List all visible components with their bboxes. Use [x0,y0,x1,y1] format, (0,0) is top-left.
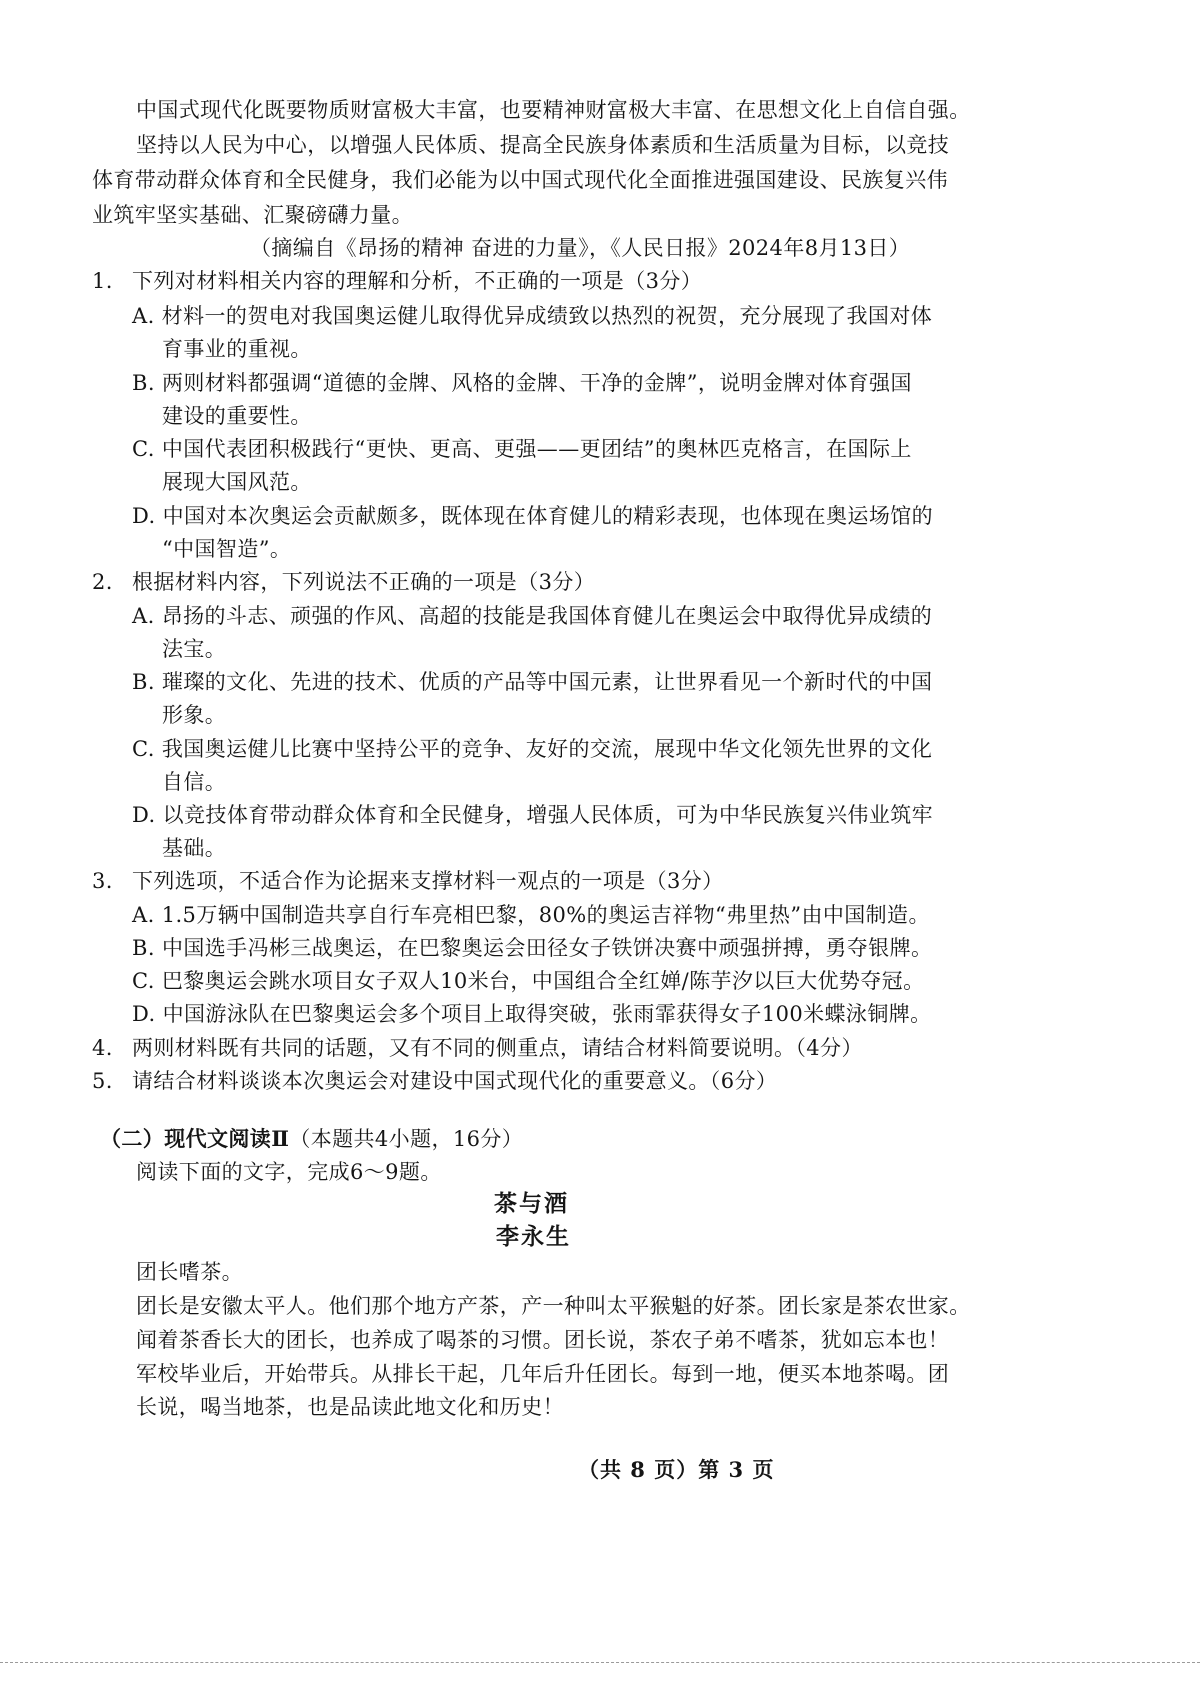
question-1-option-a-line-2: 育事业的重视。 [162,337,312,361]
question-2-number: 2. [92,570,113,594]
page-number-footer: （共 8 页）第 3 页 [578,1457,775,1482]
question-2-stem: 根据材料内容，下列说法不正确的一项是（3分） [132,570,596,594]
article-author: 李永生 [496,1223,571,1250]
question-2-option-a-line-2: 法宝。 [162,637,227,661]
question-1-option-d-line-2: “中国智造”。 [162,537,292,561]
question-1-number: 1. [92,269,113,293]
question-2-option-d-line-2: 基础。 [162,836,227,860]
question-5-number: 5. [92,1069,113,1093]
article-paragraph-3-line-1: 军校毕业后，开始带兵。从排长干起，几年后升任团长。每到一地，便买本地茶喝。团 [136,1362,950,1386]
section-heading-label: （二）现代文阅读Ⅱ [100,1126,290,1151]
question-5-stem: 请结合材料谈谈本次奥运会对建设中国式现代化的重要意义。（6分） [132,1069,778,1093]
question-3-option-d: D. 中国游泳队在巴黎奥运会多个项目上取得突破，张雨霏获得女子100米蝶泳铜牌。 [132,1002,932,1026]
article-paragraph-1: 团长嗜茶。 [136,1260,243,1284]
question-3-option-c: C. 巴黎奥运会跳水项目女子双人10米台，中国组合全红婵/陈芋汐以巨大优势夺冠。 [132,969,925,993]
question-2-option-b-line-2: 形象。 [162,703,227,727]
question-1-option-c-line-1: C. 中国代表团积极践行“更快、更高、更强——更团结”的奥林匹克格言，在国际上 [132,437,912,461]
question-3-option-a: A. 1.5万辆中国制造共享自行车亮相巴黎，80%的奥运吉祥物“弗里热”由中国制造。 [132,903,930,927]
reading-instruction: 阅读下面的文字，完成6～9题。 [136,1160,442,1184]
question-2-option-c-line-2: 自信。 [162,770,227,794]
question-4-number: 4. [92,1036,113,1060]
article-paragraph-2-line-2: 闻着茶香长大的团长，也养成了喝茶的习惯。团长说，茶农子弟不嗜茶，犹如忘本也！ [136,1328,950,1352]
question-2-option-d-line-1: D. 以竞技体育带动群众体育和全民健身，增强人民体质，可为中华民族复兴伟业筑牢 [132,803,934,827]
material-paragraph-2-line-3: 业筑牢坚实基础、汇聚磅礴力量。 [92,203,413,227]
question-3-option-b: B. 中国选手冯彬三战奥运，在巴黎奥运会田径女子铁饼决赛中顽强拼搏，勇夺银牌。 [132,936,933,960]
article-title: 茶与酒 [494,1190,569,1217]
question-1-option-c-line-2: 展现大国风范。 [162,470,312,494]
question-2-option-b-line-1: B. 璀璨的文化、先进的技术、优质的产品等中国元素，让世界看见一个新时代的中国 [132,670,933,694]
question-2-option-a-line-1: A. 昂扬的斗志、顽强的作风、高超的技能是我国体育健儿在奥运会中取得优异成绩的 [132,604,933,628]
article-paragraph-2-line-1: 团长是安徽太平人。他们那个地方产茶，产一种叫太平猴魁的好茶。团长家是茶农世家。 [136,1294,971,1318]
question-4-stem: 两则材料既有共同的话题，又有不同的侧重点，请结合材料简要说明。（4分） [132,1036,863,1060]
material-paragraph-2-line-2: 体育带动群众体育和全民健身，我们必能为以中国式现代化全面推进强国建设、民族复兴伟 [92,168,948,192]
question-3-stem: 下列选项，不适合作为论据来支撑材料一观点的一项是（3分） [132,869,724,893]
section-heading [100,1125,523,1153]
question-1-option-b-line-2: 建设的重要性。 [162,404,312,428]
question-1-option-b-line-1: B. 两则材料都强调“道德的金牌、风格的金牌、干净的金牌”，说明金牌对体育强国 [132,371,912,395]
material-paragraph-2-line-1: 坚持以人民为中心，以增强人民体质、提高全民族身体素质和生活质量为目标，以竞技 [136,133,950,157]
material-source: （摘编自《昂扬的精神 奋进的力量》，《人民日报》2024年8月13日） [250,236,911,260]
question-1-option-a-line-1: A. 材料一的贺电对我国奥运健儿取得优异成绩致以热烈的祝贺，充分展现了我国对体 [132,304,933,328]
material-paragraph-1: 中国式现代化既要物质财富极大丰富，也要精神财富极大丰富、在思想文化上自信自强。 [136,98,971,122]
article-paragraph-3-line-2: 长说，喝当地茶，也是品读此地文化和历史！ [136,1395,564,1419]
question-1-stem: 下列对材料相关内容的理解和分析，不正确的一项是（3分） [132,269,703,293]
bottom-edge-rule [0,1662,1200,1663]
question-2-option-c-line-1: C. 我国奥运健儿比赛中坚持公平的竞争、友好的交流，展现中华文化领先世界的文化 [132,737,933,761]
section-heading-detail: （本题共4小题，16分） [289,1127,524,1151]
question-1-option-d-line-1: D. 中国对本次奥运会贡献颇多，既体现在体育健儿的精彩表现，也体现在奥运场馆的 [132,504,934,528]
question-3-number: 3. [92,869,113,893]
